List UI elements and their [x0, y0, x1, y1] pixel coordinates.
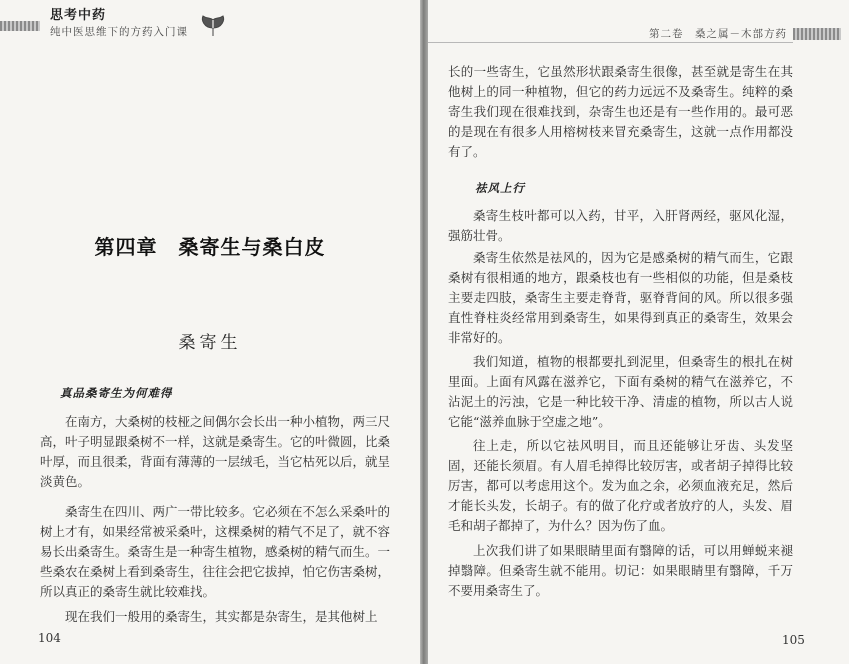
right-page — [428, 0, 849, 664]
section-title: 桑寄生 — [178, 333, 242, 353]
header-rule — [428, 42, 793, 43]
subheading: 祛风上行 — [475, 181, 525, 195]
left-page — [0, 0, 420, 664]
book-title: 思考中药 — [50, 8, 107, 23]
paragraph: 在南方，大桑树的枝桠之间偶尔会长出一种小植物，两三尺高，叶子明显跟桑树不一样，这就是桑寄生。它的叶微圆，比桑叶厚，而且很柔，背面有薄薄的一层绒毛，当它枯死以后，就呈淡黄色。 — [40, 414, 391, 489]
book-gutter — [420, 0, 428, 664]
paragraph: 上次我们讲了如果眼睛里面有翳障的话，可以用蝉蜕来褪掉翳障。但桑寄生就不能用。切记：如果眼睛里有翳障，千万不要用桑寄生了。 — [448, 543, 793, 598]
subheading: 真品桑寄生为何难得 — [60, 386, 173, 400]
paragraph: 桑寄生在四川、两广一带比较多。它必须在不怎么采桑叶的树上才有，如果经常被采桑叶，这棵桑树的精气不足了，就不容易长出桑寄生。桑寄生是一种寄生植物，感桑树的精气而生。一些桑农在桑树上看到桑寄生，往往会把它拔掉，怕它伤害桑树，所以真正的桑寄生就比较难找。 — [40, 504, 391, 599]
page-number: 105 — [782, 633, 805, 647]
book-subtitle: 纯中医思维下的方药入门课 — [50, 26, 188, 38]
header-decoration-bar — [793, 28, 841, 40]
running-header: 第二卷 桑之属－木部方药 — [649, 28, 787, 40]
paragraph: 现在我们一般用的桑寄生，其实都是杂寄生，是其他树上 — [65, 609, 378, 624]
page-number: 104 — [38, 631, 61, 645]
header-decoration-bar — [0, 21, 40, 31]
paragraph: 桑寄生枝叶都可以入药，甘平，入肝肾两经，驱风化湿，强筋壮骨。 — [448, 208, 793, 243]
paragraph-continuation: 长的一些寄生，它虽然形状跟桑寄生很像，甚至就是寄生在其他树上的同一种植物，但它的药力远远不及桑寄生。纯粹的桑寄生我们现在很难找到，杂寄生也还是有一些作用的。最可恶的是现在有很多人用榕树枝来冒充桑寄生，这就一点作用都没有了。 — [448, 64, 793, 159]
chapter-title: 第四章 桑寄生与桑白皮 — [94, 235, 326, 259]
paragraph: 我们知道，植物的根都要扎到泥里，但桑寄生的根扎在树里面。上面有风露在滋养它，下面有桑树的精气在滋养它，不沾泥土的污浊，它是一种比较干净、清虚的植物，所以古人说它能“滋养血脉于空虚之地”。 — [448, 354, 793, 429]
paragraph: 桑寄生依然是祛风的，因为它是感桑树的精气而生，它跟桑树有很相通的地方，跟桑枝也有一些相似的功能，但是桑枝主要走四肢，桑寄生主要走脊背，驱脊背间的风。所以很多强直性脊柱炎经常用到桑寄生，如果得到真正的桑寄生，效果会非常好的。 — [448, 250, 793, 345]
ginkgo-leaf-icon — [200, 14, 226, 38]
paragraph: 往上走，所以它祛风明目，而且还能够让牙齿、头发坚固，还能长须眉。有人眉毛掉得比较厉害，或者胡子掉得比较厉害，都可以考虑用这个。发为血之余，必须血液充足，然后才能长头发，长胡子。有的做了化疗或者放疗的人，头发、眉毛和胡子都掉了，为什么？因为伤了血。 — [448, 438, 793, 533]
